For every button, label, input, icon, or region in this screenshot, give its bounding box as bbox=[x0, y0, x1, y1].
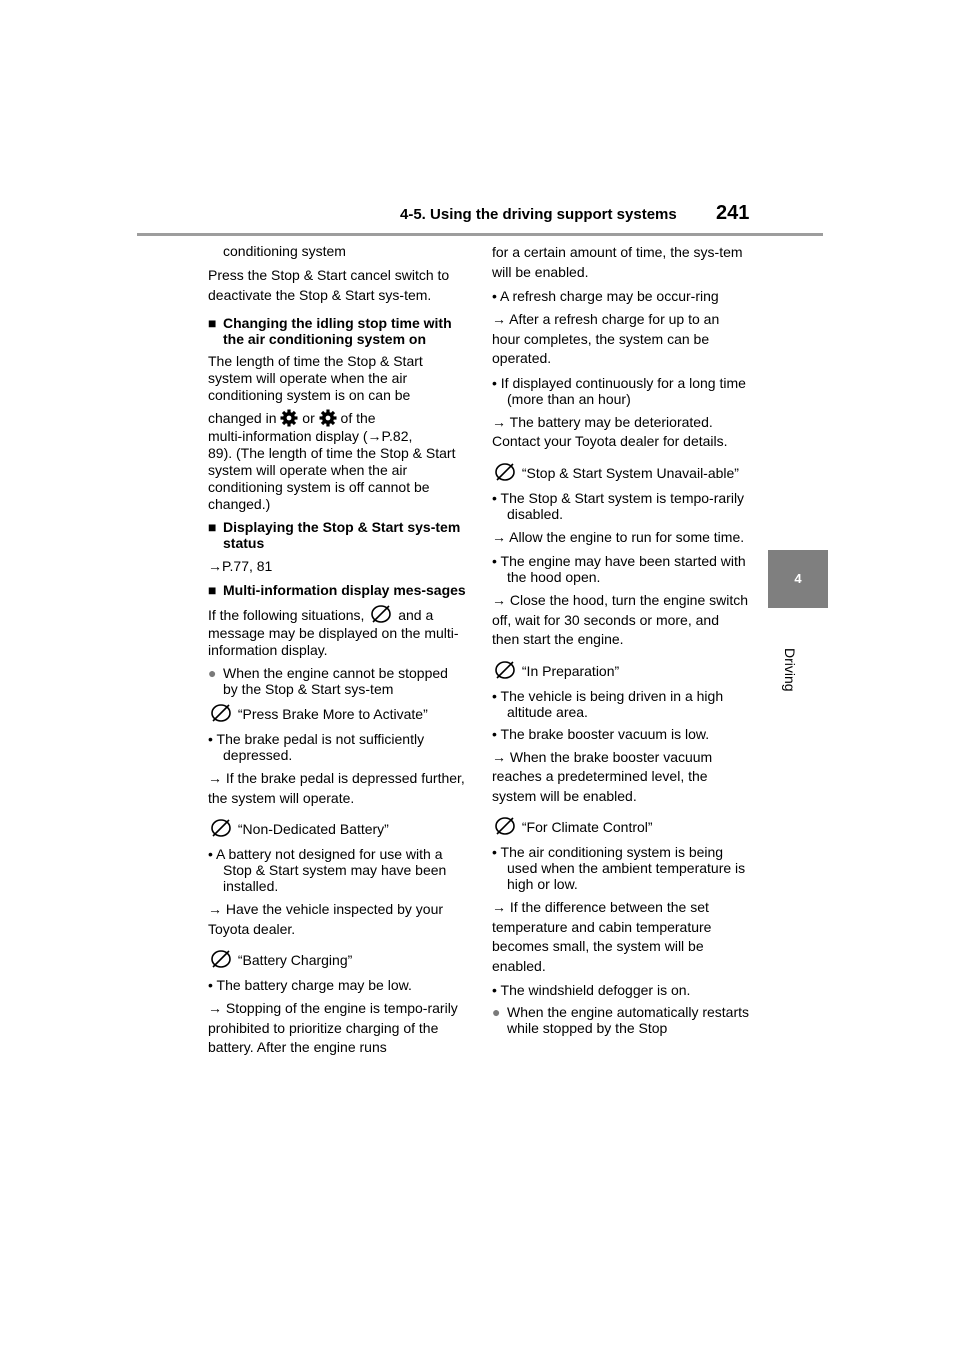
display-message: “Press Brake More to Activate” bbox=[208, 703, 466, 723]
arrow-icon: → bbox=[208, 770, 222, 786]
page-reference: →P.77, 81 bbox=[208, 558, 273, 574]
action-text: → After a refresh charge for up to an hour completes, the system can be operated. bbox=[492, 311, 720, 366]
bullet-item: • The engine may have been started with the hood open. bbox=[492, 553, 746, 585]
circle-bullet-icon: ● bbox=[208, 665, 217, 681]
arrow-icon: → bbox=[492, 899, 506, 915]
arrow-icon: → bbox=[208, 901, 222, 917]
bullet-item: • The air conditioning system is being used when the ambient temperature is high or low. bbox=[492, 844, 746, 892]
action-text: → When the brake booster vacuum reaches a predetermined level, the system will be enabled. bbox=[492, 748, 713, 804]
paragraph: multi-information display (→P.82, bbox=[208, 428, 413, 444]
bullet-item: • The Stop & Start system is tempo-rarily disabled. bbox=[492, 489, 745, 522]
bullet-item: • If displayed continuously for a long time (more than an hour) bbox=[492, 374, 746, 407]
action-text: → Stopping of the engine is tempo-rarily prohibited to prioritize charging of the battery. After the engine runs bbox=[208, 1000, 458, 1055]
arrow-icon: → bbox=[208, 1000, 222, 1016]
arrow-icon: → bbox=[492, 311, 506, 327]
action-text: → If the brake pedal is depressed further, the system will operate. bbox=[208, 770, 465, 806]
square-bullet-icon: ■ bbox=[208, 582, 217, 598]
right-column bbox=[492, 243, 750, 1042]
display-message: “For Climate Control” bbox=[492, 816, 750, 836]
paragraph: The length of time the Stop & Start system will operate when the air conditioning system is on can be bbox=[208, 353, 423, 403]
bullet-item: • The battery charge may be low. bbox=[208, 977, 412, 993]
paragraph: message may be displayed on the multi-information display. bbox=[208, 625, 459, 658]
page-number: 241 bbox=[716, 202, 750, 224]
left-column bbox=[208, 243, 466, 1064]
section-heading: ■ Changing the idling stop time with the air conditioning system on bbox=[208, 315, 452, 347]
circle-bullet-item: ● When the engine automatically restarts while stopped by the Stop bbox=[492, 1004, 750, 1036]
display-message: “In Preparation” bbox=[492, 660, 750, 680]
bullet-item: • A battery not designed for use with a Stop & Start system may have been installed. bbox=[208, 846, 447, 894]
square-bullet-icon: ■ bbox=[208, 519, 217, 535]
chapter-label: Driving bbox=[782, 648, 798, 692]
continued-text: for a certain amount of time, the sys-tem will be enabled. bbox=[492, 244, 743, 280]
display-message: “Battery Charging” bbox=[208, 949, 466, 969]
settings-gear-icon bbox=[319, 409, 337, 427]
stop-start-indicator-icon bbox=[208, 949, 234, 969]
section-heading: ■ Displaying the Stop & Start sys-tem status bbox=[208, 519, 461, 551]
paragraph: Press the Stop & Start cancel switch to deactivate the Stop & Start sys-tem. bbox=[208, 267, 450, 303]
stop-start-indicator-icon bbox=[208, 703, 234, 723]
circle-bullet-icon: ● bbox=[492, 1004, 501, 1020]
bullet-item: • The brake pedal is not sufficiently depressed. bbox=[208, 731, 425, 763]
paragraph: If the following situations, and a bbox=[208, 604, 466, 625]
stop-start-indicator-icon bbox=[492, 816, 518, 836]
bullet-item: • A refresh charge may be occur-ring bbox=[492, 288, 719, 304]
chapter-number-tab: 4 bbox=[768, 550, 828, 608]
section-title: 4-5. Using the driving support systems bbox=[400, 206, 677, 223]
continued-text: conditioning system bbox=[223, 243, 346, 259]
action-text: → Allow the engine to run for some time. bbox=[492, 528, 745, 545]
paragraph: 89). (The length of time the Stop & Start system will operate when the air conditioning system is off cannot be changed.) bbox=[208, 445, 456, 512]
settings-gear-icon bbox=[280, 409, 298, 427]
display-message: “Stop & Start System Unavail-able” bbox=[492, 462, 750, 482]
bullet-item: • The windshield defogger is on. bbox=[492, 982, 691, 998]
arrow-icon: → bbox=[492, 592, 506, 608]
action-text: → If the difference between the set temperature and cabin temperature becomes small, the system will be enabled. bbox=[492, 899, 712, 974]
stop-start-indicator-icon bbox=[208, 818, 234, 838]
action-text: → Have the vehicle inspected by your Toyota dealer. bbox=[208, 901, 444, 937]
action-text: → Close the hood, turn the engine switch off, wait for 30 seconds or more, and then start the engine. bbox=[492, 592, 749, 647]
bullet-item: • The vehicle is being driven in a high altitude area. bbox=[492, 687, 724, 720]
arrow-icon: → bbox=[208, 558, 222, 574]
stop-start-indicator-icon bbox=[368, 604, 394, 624]
section-heading: ■ Multi-information display mes-sages bbox=[208, 582, 466, 598]
circle-bullet-item: ● When the engine cannot be stopped by the Stop & Start sys-tem bbox=[208, 665, 448, 697]
header-divider bbox=[137, 233, 823, 236]
stop-start-indicator-icon bbox=[492, 660, 518, 680]
stop-start-indicator-icon bbox=[492, 462, 518, 482]
arrow-icon: → bbox=[492, 528, 506, 545]
display-message: “Non-Dedicated Battery” bbox=[208, 818, 466, 838]
square-bullet-icon: ■ bbox=[208, 315, 217, 331]
arrow-icon: → bbox=[492, 748, 506, 765]
arrow-icon: → bbox=[492, 413, 506, 430]
paragraph: changed in or of the bbox=[208, 410, 376, 426]
action-text: → The battery may be deteriorated. Contact your Toyota dealer for details. bbox=[492, 413, 728, 449]
bullet-item: • The brake booster vacuum is low. bbox=[492, 725, 710, 742]
